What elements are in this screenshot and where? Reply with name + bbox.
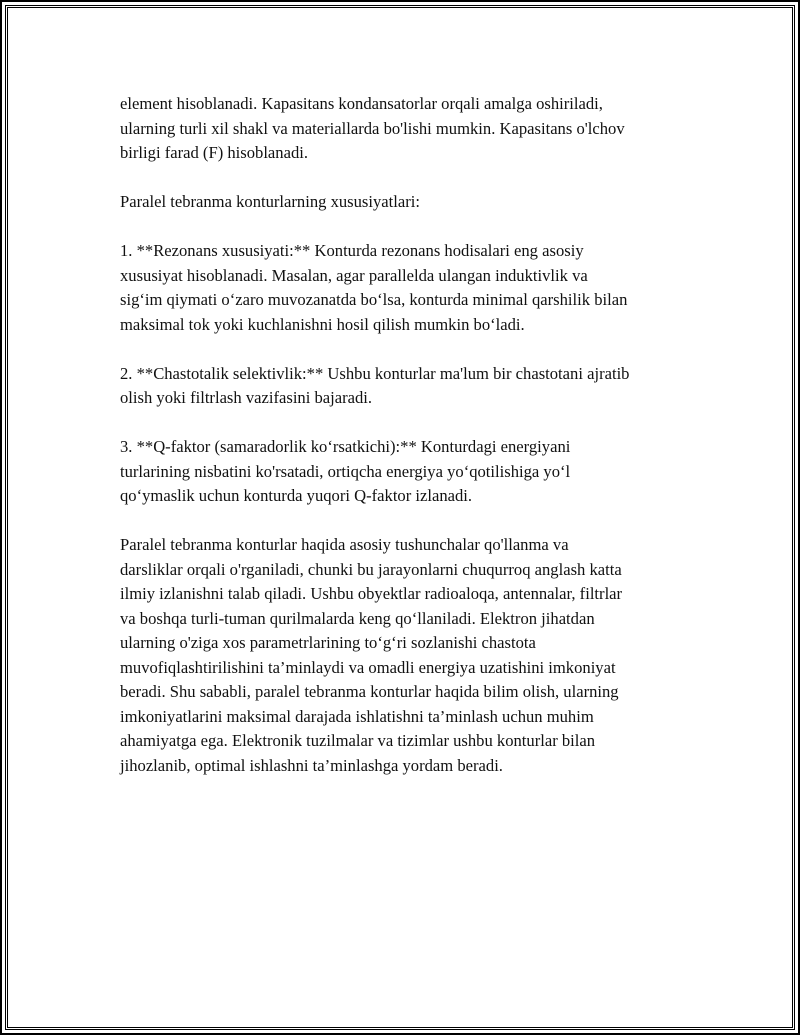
paragraph-capacitance-intro: element hisoblanadi. Kapasitans kondansatorlar orqali amalga oshiriladi, ularning turli xil shakl va materiallarda bo'lishi mumkin. Kapasitans o'lchov birligi farad (F) hisoblanadi. — [120, 94, 625, 162]
paragraph-resonance-property: 1. **Rezonans xususiyati:** Konturda rezonans hodisalari eng asosiy xususiyat hisoblanadi. Masalan, agar parallelda ulangan induktivlik va sig‘im qiymati o‘zaro muvozanatda bo‘lsa, konturda minimal qarshilik bilan maksimal tok yoki kuchlanishni hosil qilish mumkin bo‘ladi. — [120, 241, 628, 334]
paragraph-conclusion: Paralel tebranma konturlar haqida asosiy tushunchalar qo'llanma va darsliklar orqali o'rganiladi, chunki bu jarayonlarni chuqurroq anglash katta ilmiy izlanishni talab qiladi. Ushbu obyektlar radioaloqa, antennalar, filtrlar va boshqa turli-tuman qurilmalarda keng qo‘llaniladi. Elektron jihatdan ularning o'ziga xos parametrlarining to‘g‘ri sozlanishi chastota muvofiqlashtirilishini ta’minlaydi va omadli energiya uzatishini imkoniyat beradi. Shu sababli, paralel tebranma konturlar haqida bilim olish, ularning imkoniyatlarini maksimal darajada ishlatishni ta’minlash uchun muhim ahamiyatga ega. Elektronik tuzilmalar va tizimlar ushbu konturlar bilan jihozlanib, optimal ishlashni ta’minlashga yordam beradi. — [120, 535, 623, 775]
paragraph-q-factor: 3. **Q-faktor (samaradorlik ko‘rsatkichi):** Konturdagi energiyani turlarining nisbatini ko'rsatadi, ortiqcha energiya yo‘qotilishiga yo‘l qo‘ymaslik uchun konturda yuqori Q-faktor izlanadi. — [120, 437, 571, 505]
paragraph-frequency-selectivity: 2. **Chastotalik selektivlik:** Ushbu konturlar ma'lum bir chastotani ajratib olish yoki filtrlash vazifasini bajaradi. — [120, 363, 630, 407]
paragraph-properties-heading: Paralel tebranma konturlarning xususiyatlari: — [120, 192, 420, 211]
document-body — [120, 92, 700, 803]
